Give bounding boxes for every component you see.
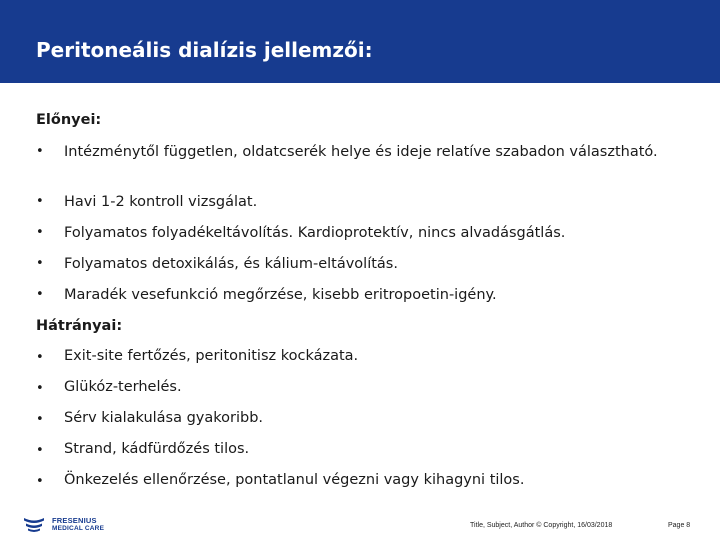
- logo-text-line-2: MEDICAL CARE: [52, 525, 105, 532]
- bullet-marker: •: [36, 225, 44, 240]
- list-item-text: Folyamatos folyadékeltávolítás. Kardioprotektív, nincs alvadásgátlás.: [64, 225, 566, 241]
- bullet-marker: •: [36, 381, 44, 396]
- bullet-marker: •: [36, 412, 44, 427]
- list-item-text: Folyamatos detoxikálás, és kálium-eltávolítás.: [64, 256, 398, 272]
- footer-page-number: Page 8: [668, 522, 691, 529]
- footer-meta-text: Title, Subject, Author © Copyright, 16/03/2018: [470, 522, 613, 529]
- list-item-text: Havi 1-2 kontroll vizsgálat.: [64, 194, 258, 210]
- bullet-marker: •: [36, 443, 44, 458]
- fresenius-logo: [22, 513, 142, 537]
- list-item-text: Strand, kádfürdőzés tilos.: [64, 441, 250, 457]
- bullet-marker: •: [36, 194, 44, 209]
- disadvantages-heading: Hátrányai:: [36, 318, 123, 334]
- bullet-marker: •: [36, 144, 44, 159]
- list-item-text: Maradék vesefunkció megőrzése, kisebb eritropoetin-igény.: [64, 287, 497, 303]
- bullet-marker: •: [36, 287, 44, 302]
- list-item-text: Glükóz-terhelés.: [64, 379, 182, 395]
- advantages-heading: Előnyei:: [36, 112, 102, 128]
- list-item-text: Exit-site fertőzés, peritonitisz kockázata.: [64, 348, 359, 364]
- bullet-marker: •: [36, 350, 44, 365]
- logo-text-line-1: FRESENIUS: [52, 516, 97, 525]
- list-item-text: Intézménytől független, oldatcserék helye és ideje relatíve szabadon választható.: [64, 144, 658, 160]
- slide-title: Peritoneális dialízis jellemzői:: [36, 38, 373, 62]
- list-item-text: Sérv kialakulása gyakoribb.: [64, 410, 264, 426]
- bullet-marker: •: [36, 256, 44, 271]
- fresenius-logo-icon: [22, 514, 46, 534]
- list-item-text: Önkezelés ellenőrzése, pontatlanul végezni vagy kihagyni tilos.: [64, 472, 525, 488]
- bullet-marker: •: [36, 474, 44, 489]
